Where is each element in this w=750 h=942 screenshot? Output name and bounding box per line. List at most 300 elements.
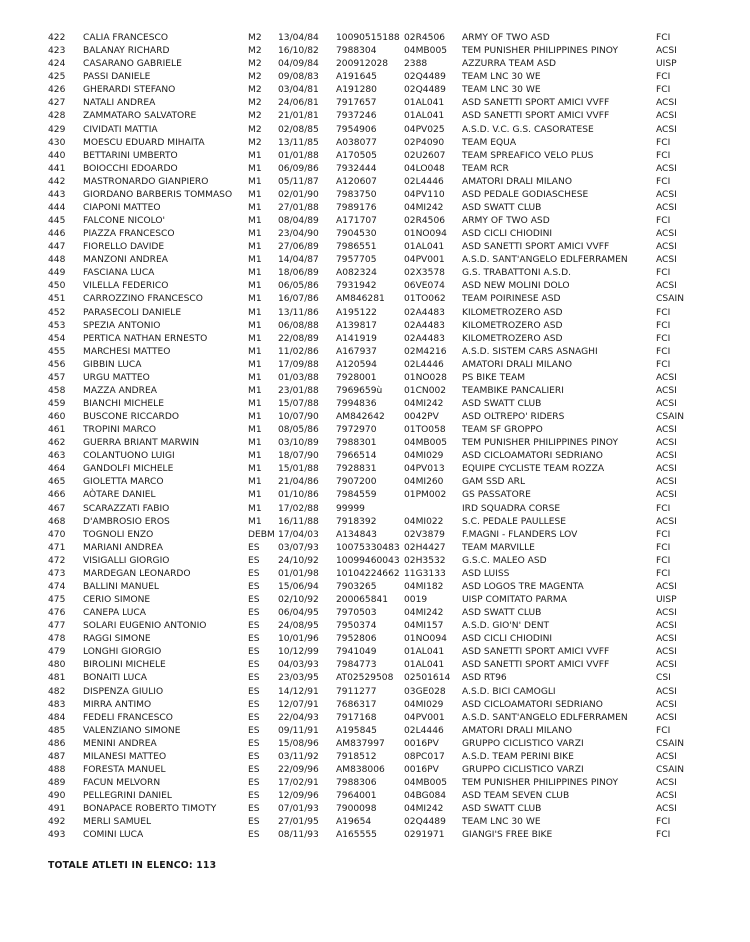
athlete-category: M1: [248, 464, 262, 475]
team-name: ASD LOGOS TRE MAGENTA: [462, 581, 584, 592]
athlete-card-code: A167937: [336, 346, 377, 357]
federation: CSAIN: [656, 412, 684, 422]
athlete-name: BIROLINI MICHELE: [83, 660, 166, 671]
team-name: AMATORI DRALI MILANO: [462, 176, 572, 187]
athlete-card-code: 7941049: [336, 647, 377, 658]
athlete-birthdate: 16/11/88: [278, 516, 319, 527]
team-code: 04LO048: [404, 163, 445, 174]
athlete-name: CASARANO GABRIELE: [83, 59, 182, 70]
athlete-category: ES: [248, 751, 260, 762]
athlete-name: VALENZIANO SIMONE: [83, 725, 181, 736]
athlete-birthdate: 08/05/86: [278, 425, 319, 436]
team-name: ASD OLTREPO' RIDERS: [462, 412, 565, 422]
athlete-name: RAGGI SIMONE: [83, 634, 151, 645]
athlete-birthdate: 02/10/92: [278, 595, 319, 605]
athlete-card-code: AT02529508: [336, 673, 394, 684]
athlete-name: FACUN MELVORN: [83, 778, 161, 788]
athlete-birthdate: 02/08/85: [278, 124, 319, 135]
athlete-name: TOGNOLI ENZO: [83, 529, 154, 540]
federation: ACSI: [656, 385, 677, 396]
athlete-card-code: A134843: [336, 529, 377, 540]
team-code: 02A4483: [404, 320, 445, 331]
team-name: ASD RT96: [462, 673, 507, 684]
athlete-birthdate: 27/01/88: [278, 202, 319, 213]
team-name: A.S.D. SANT'ANGELO EDLFERRAMEN: [462, 255, 628, 266]
athlete-name: DISPENZA GIULIO: [83, 686, 164, 697]
athlete-category: ES: [248, 621, 260, 632]
team-name: A.S.D. SISTEM CARS ASNAGHI: [462, 346, 598, 357]
team-code: 02V3879: [404, 529, 445, 540]
team-code: 01NO094: [404, 634, 447, 645]
athlete-birthdate: 08/04/89: [278, 216, 319, 226]
athlete-birthdate: 13/11/85: [278, 137, 319, 148]
team-code: 02Q4489: [404, 72, 446, 83]
athlete-birthdate: 01/03/88: [278, 372, 319, 383]
athlete-card-code: 10075330483: [336, 542, 400, 553]
athlete-category: M1: [248, 385, 262, 396]
team-code: 04MI029: [404, 451, 444, 462]
team-name: TEAM MARVILLE: [462, 542, 535, 553]
athlete-number: 455: [48, 346, 66, 357]
team-code: 02A4483: [404, 307, 445, 318]
athlete-birthdate: 18/07/90: [278, 451, 319, 462]
federation: UISP: [656, 59, 677, 70]
team-code: 01TO058: [404, 425, 446, 436]
athlete-number: 470: [48, 529, 66, 540]
team-code: 04MI182: [404, 581, 444, 592]
athlete-name: BALLINI MANUEL: [83, 581, 159, 592]
athlete-birthdate: 10/07/90: [278, 412, 319, 422]
federation: ACSI: [656, 98, 677, 109]
athlete-birthdate: 22/08/89: [278, 333, 319, 344]
athlete-category: ES: [248, 608, 260, 619]
team-code: 04MI242: [404, 804, 444, 815]
athlete-birthdate: 09/08/83: [278, 72, 319, 83]
athlete-birthdate: 24/08/95: [278, 621, 319, 632]
athlete-birthdate: 08/11/93: [278, 830, 319, 841]
athlete-name: SOLARI EUGENIO ANTONIO: [83, 621, 207, 632]
athlete-name: MARIANI ANDREA: [83, 542, 163, 553]
athlete-name: GIOLETTA MARCO: [83, 477, 164, 488]
team-name: ASD LUISS: [462, 568, 510, 579]
athlete-category: M1: [248, 346, 262, 357]
federation: FCI: [656, 72, 671, 83]
team-code: 2388: [404, 59, 428, 70]
athlete-category: M1: [248, 268, 262, 279]
team-code: 0042PV: [404, 412, 439, 422]
athlete-category: M1: [248, 294, 262, 305]
athlete-name: MOESCU EDUARD MIHAITA: [83, 137, 205, 148]
athlete-category: ES: [248, 738, 260, 749]
federation: FCI: [656, 830, 671, 841]
athlete-card-code: 7918392: [336, 516, 377, 527]
team-code: 08PC017: [404, 751, 445, 762]
federation: ACSI: [656, 699, 677, 710]
athlete-number: 476: [48, 608, 66, 619]
athlete-name: D'AMBROSIO EROS: [83, 516, 170, 527]
team-code: 04PV025: [404, 124, 445, 135]
team-code: 04MB005: [404, 438, 448, 449]
team-name: A.S.D. TEAM PERINI BIKE: [462, 751, 574, 762]
team-name: ASD SANETTI SPORT AMICI VVFF: [462, 98, 610, 109]
athlete-number: 463: [48, 451, 66, 462]
athlete-card-code: 7966514: [336, 451, 377, 462]
athlete-number: 492: [48, 817, 66, 828]
athlete-card-code: 7907200: [336, 477, 377, 488]
federation: ACSI: [656, 124, 677, 135]
team-code: 02H3532: [404, 555, 446, 566]
team-name: KILOMETROZERO ASD: [462, 307, 563, 318]
athlete-name: TROPINI MARCO: [83, 425, 157, 436]
team-name: IRD SQUADRA CORSE: [462, 503, 561, 514]
team-code: 04MI242: [404, 608, 444, 619]
athlete-number: 462: [48, 438, 66, 449]
team-code: 02P4090: [404, 137, 445, 148]
federation: ACSI: [656, 111, 677, 122]
athlete-card-code: 7917168: [336, 712, 377, 723]
team-name: TEAM EQUA: [462, 137, 517, 148]
athlete-card-code: 7900098: [336, 804, 377, 815]
athlete-birthdate: 23/01/88: [278, 385, 319, 396]
athlete-category: ES: [248, 647, 260, 658]
athlete-card-code: A195122: [336, 307, 377, 318]
team-name: TEAM SPREAFICO VELO PLUS: [462, 150, 594, 161]
athlete-category: M1: [248, 503, 262, 514]
team-code: 01AL041: [404, 660, 445, 671]
athlete-name: BUSCONE RICCARDO: [83, 412, 180, 422]
federation: FCI: [656, 85, 671, 96]
athlete-birthdate: 04/03/93: [278, 660, 319, 671]
federation: FCI: [656, 150, 671, 161]
athlete-number: 447: [48, 242, 66, 253]
team-name: TEAMBIKE PANCALIERI: [462, 385, 564, 396]
athlete-category: M1: [248, 163, 262, 174]
athlete-birthdate: 04/09/84: [278, 59, 319, 70]
athlete-birthdate: 11/02/86: [278, 346, 319, 357]
federation: ACSI: [656, 438, 677, 449]
athlete-name: SCARAZZATI FABIO: [83, 503, 170, 514]
athlete-name: MANZONI ANDREA: [83, 255, 168, 266]
athlete-category: M1: [248, 333, 262, 344]
athlete-category: M2: [248, 124, 262, 135]
federation: FCI: [656, 503, 671, 514]
athlete-category: M1: [248, 242, 262, 253]
athlete-category: M1: [248, 490, 262, 501]
athlete-number: 465: [48, 477, 66, 488]
athlete-number: 481: [48, 673, 66, 684]
athlete-name: BOIOCCHI EDOARDO: [83, 163, 178, 174]
athlete-category: M2: [248, 111, 262, 122]
athlete-category: ES: [248, 686, 260, 697]
federation: FCI: [656, 346, 671, 357]
team-name: ASD CICLI CHIODINI: [462, 229, 553, 240]
athlete-number: 450: [48, 281, 66, 292]
federation: ACSI: [656, 425, 677, 436]
federation: FCI: [656, 307, 671, 318]
team-code: 01AL041: [404, 242, 445, 253]
athlete-name: BALANAY RICHARD: [83, 46, 170, 57]
athlete-birthdate: 06/08/88: [278, 320, 319, 331]
athlete-birthdate: 09/11/91: [278, 725, 319, 736]
athlete-number: 423: [48, 46, 66, 57]
athlete-category: ES: [248, 699, 260, 710]
athlete-birthdate: 03/10/89: [278, 438, 319, 449]
federation: ACSI: [656, 804, 677, 815]
athlete-number: 422: [48, 33, 66, 43]
athlete-category: ES: [248, 764, 260, 775]
athlete-number: 471: [48, 542, 66, 553]
athlete-category: M1: [248, 451, 262, 462]
athlete-card-code: 7986551: [336, 242, 377, 253]
athlete-category: ES: [248, 725, 260, 736]
athlete-card-code: AM837997: [336, 738, 385, 749]
team-code: 04MI260: [404, 477, 444, 488]
athlete-category: M1: [248, 281, 262, 292]
athlete-card-code: 7954906: [336, 124, 377, 135]
athlete-number: 457: [48, 372, 66, 383]
team-code: 0016PV: [404, 738, 439, 749]
athlete-card-code: 7989176: [336, 202, 377, 213]
federation: FCI: [656, 176, 671, 187]
athlete-card-code: 7970503: [336, 608, 377, 619]
athlete-name: VISIGALLI GIORGIO: [83, 555, 170, 566]
team-code: 01TO062: [404, 294, 446, 305]
team-name: TEAM RCR: [462, 163, 509, 174]
athlete-number: 454: [48, 333, 66, 344]
athlete-card-code: 7969659ù: [336, 385, 383, 396]
athlete-card-code: 7984773: [336, 660, 377, 671]
athlete-birthdate: 22/04/93: [278, 712, 319, 723]
athlete-card-code: A191645: [336, 72, 377, 83]
team-code: 06VE074: [404, 281, 445, 292]
athlete-card-code: A165555: [336, 830, 377, 841]
team-name: S.C. PEDALE PAULLESE: [462, 516, 566, 527]
athlete-card-code: 7928001: [336, 372, 377, 383]
athlete-birthdate: 17/02/88: [278, 503, 319, 514]
team-name: ASD TEAM SEVEN CLUB: [462, 791, 570, 802]
athlete-category: ES: [248, 542, 260, 553]
athlete-card-code: 10090515188: [336, 33, 400, 43]
federation: ACSI: [656, 399, 677, 409]
athlete-name: FEDELI FRANCESCO: [83, 712, 173, 723]
athlete-birthdate: 01/01/88: [278, 150, 319, 161]
athlete-number: 442: [48, 176, 66, 187]
team-code: 04BG084: [404, 791, 447, 802]
athlete-card-code: 99999: [336, 503, 365, 514]
athlete-number: 452: [48, 307, 66, 318]
federation: ACSI: [656, 163, 677, 174]
athlete-number: 459: [48, 399, 66, 409]
team-name: G.S.C. MALEO ASD: [462, 555, 547, 566]
athlete-category: ES: [248, 817, 260, 828]
federation: FCI: [656, 542, 671, 553]
athlete-number: 467: [48, 503, 66, 514]
team-code: 04PV001: [404, 712, 445, 723]
athlete-birthdate: 03/07/93: [278, 542, 319, 553]
athlete-category: DEBM: [248, 529, 275, 540]
federation: ACSI: [656, 255, 677, 266]
federation: ACSI: [656, 189, 677, 200]
team-code: 04MI029: [404, 699, 444, 710]
athlete-card-code: 7904530: [336, 229, 377, 240]
federation: FCI: [656, 268, 671, 279]
athlete-birthdate: 18/06/89: [278, 268, 319, 279]
athlete-card-code: AM838006: [336, 764, 385, 775]
team-name: ASD SANETTI SPORT AMICI VVFF: [462, 242, 610, 253]
athlete-name: BETTARINI UMBERTO: [83, 150, 178, 161]
team-code: 0291971: [404, 830, 445, 841]
athlete-card-code: 7983750: [336, 189, 377, 200]
athlete-number: 461: [48, 425, 66, 436]
athlete-birthdate: 14/04/87: [278, 255, 319, 266]
athlete-name: CIVIDATI MATTIA: [83, 124, 158, 135]
athlete-birthdate: 03/04/81: [278, 85, 319, 96]
athlete-number: 483: [48, 699, 66, 710]
federation: ACSI: [656, 581, 677, 592]
athlete-card-code: 7988306: [336, 778, 377, 788]
federation: ACSI: [656, 281, 677, 292]
team-name: ASD SANETTI SPORT AMICI VVFF: [462, 660, 610, 671]
athlete-birthdate: 06/09/86: [278, 163, 319, 174]
athlete-number: 475: [48, 595, 66, 605]
federation: CSAIN: [656, 294, 684, 305]
athlete-birthdate: 03/11/92: [278, 751, 319, 762]
athlete-category: M1: [248, 359, 262, 370]
athlete-name: PARASECOLI DANIELE: [83, 307, 182, 318]
team-name: ASD SANETTI SPORT AMICI VVFF: [462, 647, 610, 658]
athlete-birthdate: 15/07/88: [278, 399, 319, 409]
athlete-card-code: A038077: [336, 137, 377, 148]
athlete-card-code: 7988301: [336, 438, 377, 449]
team-name: TEAM SF GROPPO: [462, 425, 543, 436]
team-code: 02Q4489: [404, 817, 446, 828]
athlete-card-code: A195845: [336, 725, 377, 736]
athlete-birthdate: 10/01/96: [278, 634, 319, 645]
athlete-number: 487: [48, 751, 66, 762]
athlete-number: 448: [48, 255, 66, 266]
athlete-category: M1: [248, 320, 262, 331]
athlete-card-code: A191280: [336, 85, 377, 96]
athlete-name: FORESTA MANUEL: [83, 764, 166, 775]
athlete-birthdate: 14/12/91: [278, 686, 319, 697]
athlete-number: 464: [48, 464, 66, 475]
team-name: ARMY OF TWO ASD: [462, 216, 550, 226]
team-code: 04MI022: [404, 516, 444, 527]
athlete-birthdate: 06/04/95: [278, 608, 319, 619]
athlete-birthdate: 24/06/81: [278, 98, 319, 109]
federation: ACSI: [656, 464, 677, 475]
federation: ACSI: [656, 202, 677, 213]
athlete-name: FIORELLO DAVIDE: [83, 242, 165, 253]
athlete-birthdate: 17/09/88: [278, 359, 319, 370]
athlete-category: ES: [248, 660, 260, 671]
athlete-number: 458: [48, 385, 66, 396]
athlete-number: 488: [48, 764, 66, 775]
team-code: 01NO028: [404, 372, 447, 383]
team-name: A.S.D. BICI CAMOGLI: [462, 686, 556, 697]
athlete-category: M1: [248, 438, 262, 449]
athlete-name: PASSI DANIELE: [83, 72, 151, 83]
team-name: ASD SANETTI SPORT AMICI VVFF: [462, 111, 610, 122]
team-name: PS BIKE TEAM: [462, 372, 526, 383]
athlete-birthdate: 23/04/90: [278, 229, 319, 240]
athlete-birthdate: 13/04/84: [278, 33, 319, 43]
athlete-card-code: 200912028: [336, 59, 389, 70]
athlete-card-code: A170505: [336, 150, 377, 161]
federation: ACSI: [656, 778, 677, 788]
athlete-birthdate: 01/01/98: [278, 568, 319, 579]
athlete-card-code: A171707: [336, 216, 377, 226]
athlete-category: M1: [248, 477, 262, 488]
federation: ACSI: [656, 660, 677, 671]
athlete-name: GUERRA BRIANT MARWIN: [83, 438, 200, 449]
athlete-card-code: AM846281: [336, 294, 385, 305]
federation: FCI: [656, 137, 671, 148]
team-name: ASD SWATT CLUB: [462, 202, 542, 213]
team-name: TEAM LNC 30 WE: [462, 85, 541, 96]
team-code: 02R4506: [404, 33, 446, 43]
athlete-name: BONAPACE ROBERTO TIMOTY: [83, 804, 217, 815]
athlete-number: 446: [48, 229, 66, 240]
team-name: A.S.D. V.C. G.S. CASORATESE: [462, 124, 594, 135]
athlete-card-code: A139817: [336, 320, 377, 331]
athlete-number: 479: [48, 647, 66, 658]
athlete-number: 429: [48, 124, 66, 135]
team-name: TEM PUNISHER PHILIPPINES PINOY: [462, 46, 619, 57]
athlete-number: 474: [48, 581, 66, 592]
federation: UISP: [656, 595, 677, 605]
athlete-number: 460: [48, 412, 66, 422]
federation: FCI: [656, 817, 671, 828]
athlete-category: M2: [248, 59, 262, 70]
athlete-number: 477: [48, 621, 66, 632]
athlete-number: 493: [48, 830, 66, 841]
federation: ACSI: [656, 647, 677, 658]
team-code: 11G3133: [404, 568, 446, 579]
athlete-number: 482: [48, 686, 66, 697]
athlete-birthdate: 27/06/89: [278, 242, 319, 253]
team-name: TEM PUNISHER PHILIPPINES PINOY: [462, 778, 619, 788]
athlete-card-code: 10104224662: [336, 568, 400, 579]
team-code: 01AL041: [404, 98, 445, 109]
athlete-number: 489: [48, 778, 66, 788]
team-code: 02501614: [404, 673, 451, 684]
athlete-name: MENINI ANDREA: [83, 738, 157, 749]
athlete-card-code: 7988304: [336, 46, 377, 57]
federation: ACSI: [656, 46, 677, 57]
athlete-category: M1: [248, 202, 262, 213]
athlete-birthdate: 07/01/93: [278, 804, 319, 815]
federation: ACSI: [656, 451, 677, 462]
team-name: ASD CICLI CHIODINI: [462, 634, 553, 645]
athlete-category: ES: [248, 673, 260, 684]
federation: FCI: [656, 33, 671, 43]
athlete-card-code: A082324: [336, 268, 377, 279]
team-code: 04MI157: [404, 621, 444, 632]
athlete-name: FALCONE NICOLO': [83, 216, 166, 226]
team-name: TEM PUNISHER PHILIPPINES PINOY: [462, 438, 619, 449]
team-code: 02L4446: [404, 725, 444, 736]
athlete-category: M1: [248, 399, 262, 409]
athlete-card-code: A120607: [336, 176, 377, 187]
athlete-number: 480: [48, 660, 66, 671]
athlete-category: ES: [248, 555, 260, 566]
team-name: TEAM POIRINESE ASD: [462, 294, 561, 305]
athlete-category: M1: [248, 372, 262, 383]
athlete-birthdate: 01/10/86: [278, 490, 319, 501]
federation: FCI: [656, 568, 671, 579]
athlete-name: ZAMMATARO SALVATORE: [83, 111, 197, 122]
